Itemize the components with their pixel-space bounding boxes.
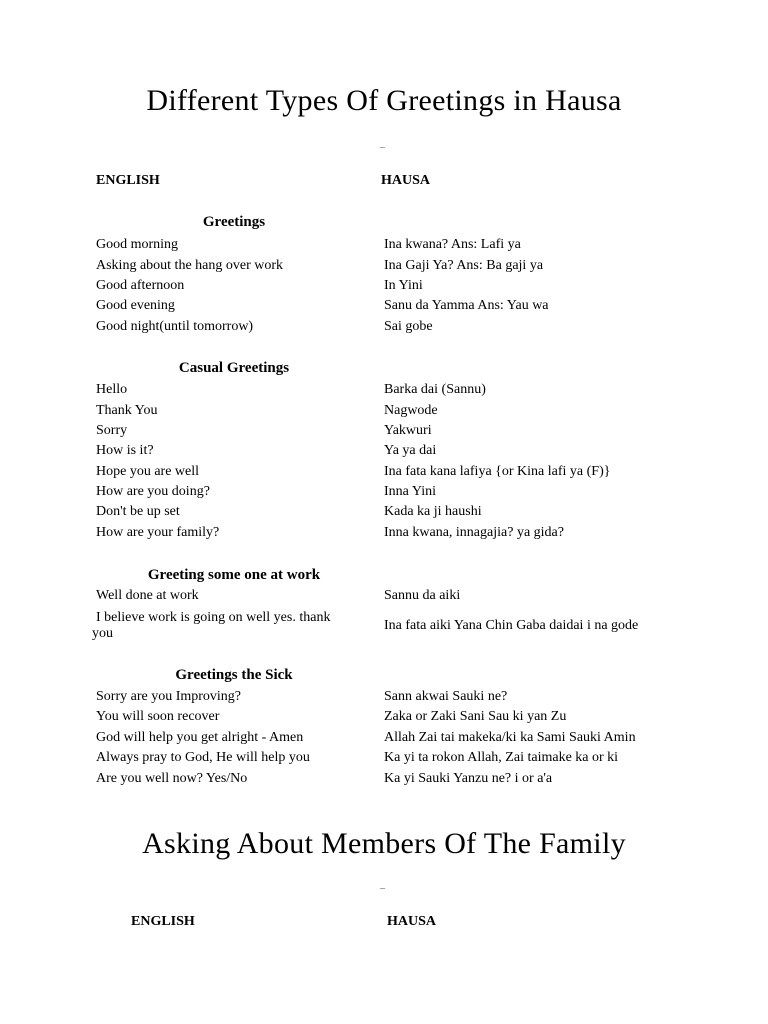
english-phrase: Always pray to God, He will help you [96, 750, 310, 765]
divider-dash: – [380, 142, 385, 153]
english-phrase: How are your family? [96, 525, 220, 540]
hausa-phrase: Sai gobe [384, 319, 433, 334]
hausa-phrase: Ina fata aiki Yana Chin Gaba daidai i na gode [384, 618, 639, 633]
hausa-phrase: Inna kwana, innagajia? ya gida? [384, 525, 564, 540]
section-heading-greetings: Greetings [202, 214, 266, 230]
english-phrase: Thank You [96, 403, 158, 418]
english-phrase: Sorry [96, 423, 128, 438]
english-phrase: Hello [96, 382, 128, 397]
hausa-phrase: Kada ka ji haushi [384, 504, 482, 519]
english-phrase: How are you doing? [96, 484, 210, 499]
english-phrase: I believe work is going on well yes. thank [96, 610, 331, 625]
hausa-phrase: In Yini [384, 278, 423, 293]
hausa-phrase: Ka yi Sauki Yanzu ne? i or a'a [384, 771, 553, 786]
hausa-phrase: Ina kwana? Ans: Lafi ya [384, 237, 521, 252]
english-phrase: Are you well now? Yes/No [96, 771, 248, 786]
english-phrase: You will soon recover [96, 709, 220, 724]
column-header-english: ENGLISH [96, 173, 160, 188]
hausa-phrase: Ya ya dai [384, 443, 437, 458]
column-header-english: ENGLISH [131, 914, 195, 929]
english-phrase: Good afternoon [96, 278, 185, 293]
hausa-phrase: Ka yi ta rokon Allah, Zai taimake ka or ki [384, 750, 619, 765]
english-phrase: Hope you are well [96, 464, 200, 479]
english-phrase: Asking about the hang over work [96, 258, 284, 273]
english-phrase: Well done at work [96, 588, 199, 603]
english-phrase: Don't be up set [96, 504, 180, 519]
hausa-phrase: Sanu da Yamma Ans: Yau wa [384, 298, 549, 313]
section-heading-greetings-the-sick: Greetings the Sick [175, 667, 293, 683]
hausa-phrase: Sann akwai Sauki ne? [384, 689, 508, 704]
section-heading-greeting-at-work: Greeting some one at work [147, 567, 321, 583]
section-title-family: Asking About Members Of The Family [142, 827, 626, 860]
hausa-phrase: Sannu da aiki [384, 588, 461, 603]
column-header-hausa: HAUSA [387, 914, 437, 929]
hausa-phrase: Ina fata kana lafiya {or Kina lafi ya (F)} [384, 464, 611, 479]
english-phrase: Good night(until tomorrow) [96, 319, 254, 334]
section-heading-casual-greetings: Casual Greetings [178, 360, 290, 376]
english-phrase-continued: you [92, 626, 113, 641]
english-phrase: God will help you get alright - Amen [96, 730, 304, 745]
divider-dash: – [380, 883, 385, 894]
english-phrase: Good evening [96, 298, 175, 313]
column-header-hausa: HAUSA [381, 173, 431, 188]
english-phrase: Sorry are you Improving? [96, 689, 242, 704]
hausa-phrase: Barka dai (Sannu) [384, 382, 486, 397]
hausa-phrase: Ina Gaji Ya? Ans: Ba gaji ya [384, 258, 544, 273]
hausa-phrase: Allah Zai tai makeka/ki ka Sami Sauki Amin [384, 730, 636, 745]
hausa-phrase: Zaka or Zaki Sani Sau ki yan Zu [384, 709, 567, 724]
hausa-phrase: Yakwuri [384, 423, 432, 438]
english-phrase: Good morning [96, 237, 179, 252]
hausa-phrase: Inna Yini [384, 484, 436, 499]
page-title: Different Types Of Greetings in Hausa [146, 84, 622, 117]
hausa-phrase: Nagwode [384, 403, 438, 418]
english-phrase: How is it? [96, 443, 154, 458]
